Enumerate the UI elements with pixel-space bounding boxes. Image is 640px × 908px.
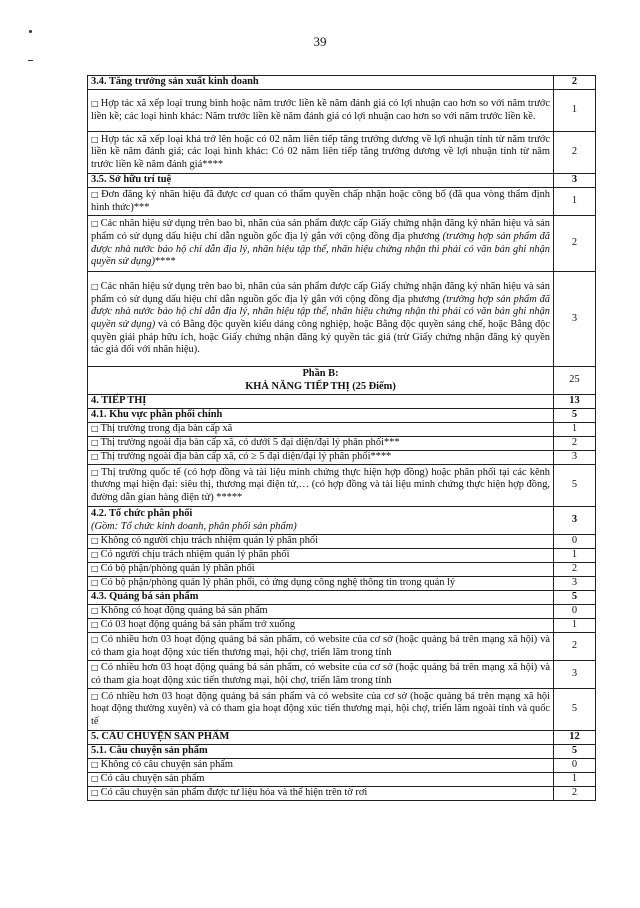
checkbox-icon: □ bbox=[91, 536, 99, 546]
section-row bbox=[88, 174, 596, 188]
section-row bbox=[88, 409, 596, 423]
criterion-row bbox=[88, 619, 596, 633]
checkbox-icon: □ bbox=[91, 662, 99, 672]
score-cell: 1 bbox=[554, 773, 596, 787]
criterion-text bbox=[88, 409, 554, 423]
criterion-text bbox=[88, 619, 554, 633]
criterion-text bbox=[88, 605, 554, 619]
score-cell: 1 bbox=[554, 619, 596, 633]
criterion-row bbox=[88, 633, 596, 661]
criterion-label: 4.2. Tổ chức phân phối bbox=[91, 507, 193, 519]
criterion-label: Có người chịu trách nhiệm quản lý phân phối bbox=[100, 549, 290, 561]
score-cell: 5 bbox=[554, 409, 596, 423]
criterion-row bbox=[88, 272, 596, 367]
score-cell: 2 bbox=[554, 787, 596, 801]
criterion-row bbox=[88, 689, 596, 731]
criterion-label: Có bộ phận/phòng quản lý phân phối bbox=[100, 563, 255, 575]
criterion-text bbox=[88, 633, 554, 661]
score-cell: 12 bbox=[554, 731, 596, 745]
criterion-label: Các nhãn hiệu sử dụng trên bao bì, nhãn của sản phẩm được cấp Giấy chứng nhận đăng ký nhãn hiệu và sản phẩm có sử dụng dấu hiệu chỉ dẫn nguồn gốc địa lý gắn với cộng đồng địa phương bbox=[91, 281, 550, 305]
criterion-label: Thị trường ngoài địa bàn cấp xã, có dưới 5 đại diện/đại lý phân phối*** bbox=[100, 437, 400, 449]
score-cell: 0 bbox=[554, 759, 596, 773]
criterion-text bbox=[88, 787, 554, 801]
score-cell: 5 bbox=[554, 591, 596, 605]
criterion-text bbox=[88, 367, 554, 395]
criterion-row bbox=[88, 188, 596, 216]
score-cell: 5 bbox=[554, 465, 596, 507]
checkbox-icon: □ bbox=[91, 760, 99, 770]
criterion-row bbox=[88, 577, 596, 591]
score-cell: 0 bbox=[554, 605, 596, 619]
score-cell: 1 bbox=[554, 549, 596, 563]
score-cell: 1 bbox=[554, 188, 596, 216]
checkbox-icon: □ bbox=[91, 550, 99, 560]
criterion-label: Hợp tác xã xếp loại khá trở lên hoặc có 02 năm liên tiếp tăng trưởng dương về lợi nhuận tính từ năm trước liền kề năm đánh giá; các loại hình khác: Có 02 năm liên tiếp tăng trưởng dương về lợi nhuận tính từ năm trước liền kề năm đánh giá**** bbox=[91, 133, 551, 170]
criterion-text bbox=[88, 451, 554, 465]
section-row bbox=[88, 591, 596, 605]
checkbox-icon: □ bbox=[91, 98, 99, 108]
criterion-text bbox=[88, 549, 554, 563]
criterion-row bbox=[88, 563, 596, 577]
criterion-label: Thị trường quốc tế (có hợp đồng và tài liệu minh chứng thực hiện hợp đồng) hoặc phân phối tại các kênh thương mại hiện đại: siêu thị, thương mại điện tử,… (có hợp đồng và tài liệu minh chứng thực hiện hợp đồng, đường dẫn gian hàng điện tử) ***** bbox=[91, 466, 551, 503]
criterion-label: Có bộ phận/phòng quản lý phân phối, có ứng dụng công nghệ thông tin trong quản lý bbox=[100, 577, 456, 589]
criterion-text bbox=[88, 437, 554, 451]
checkbox-icon: □ bbox=[91, 606, 99, 616]
criterion-text bbox=[88, 423, 554, 437]
criterion-label: 5. CÂU CHUYỆN SẢN PHẨM bbox=[91, 731, 230, 743]
checkbox-icon: □ bbox=[91, 634, 99, 644]
criterion-row bbox=[88, 549, 596, 563]
criterion-row bbox=[88, 605, 596, 619]
criterion-label: Không có hoạt động quảng bá sản phẩm bbox=[100, 605, 268, 617]
criterion-row bbox=[88, 216, 596, 272]
criterion-label: Có nhiều hơn 03 hoạt động quảng bá sản phẩm, có website của cơ sở (hoặc quảng bá trên mạng xã hội) và có tham gia hoạt động xúc tiến thương mại, hội chợ, triển lãm trong tỉnh bbox=[91, 661, 550, 686]
criterion-text bbox=[88, 507, 554, 535]
criterion-row bbox=[88, 132, 596, 174]
criterion-row bbox=[88, 423, 596, 437]
checkbox-icon: □ bbox=[91, 452, 99, 462]
criterion-text bbox=[88, 773, 554, 787]
criterion-label: Các nhãn hiệu sử dụng trên bao bì, nhãn của sản phẩm được cấp Giấy chứng nhận đăng ký nhãn hiệu và sản phẩm có sử dụng dấu hiệu chỉ dẫn nguồn gốc địa lý gắn với cộng đồng địa phương bbox=[91, 218, 550, 242]
criterion-text bbox=[88, 90, 554, 132]
criterion-text bbox=[88, 535, 554, 549]
score-cell: 2 bbox=[554, 563, 596, 577]
criterion-note: (trường hợp sản phẩm đã được nhà nước bảo hộ chỉ dẫn địa lý, nhãn hiệu tập thể, nhãn hiệu chứng nhận thì phải có văn bản ghi nhận quyền sử dụng) bbox=[91, 230, 550, 268]
checkbox-icon: □ bbox=[91, 774, 99, 784]
checkbox-icon: □ bbox=[91, 282, 99, 292]
criterion-row bbox=[88, 465, 596, 507]
criterion-text bbox=[88, 132, 554, 174]
criterion-row bbox=[88, 759, 596, 773]
criterion-text bbox=[88, 745, 554, 759]
criterion-label: Có câu chuyện sản phẩm được tư liệu hóa và thể hiện trên tờ rơi bbox=[100, 787, 368, 799]
score-cell: 3 bbox=[554, 661, 596, 689]
criterion-row bbox=[88, 787, 596, 801]
criterion-row bbox=[88, 90, 596, 132]
criterion-text bbox=[88, 174, 554, 188]
criterion-label: Có 03 hoạt động quảng bá sản phẩm trở xuống bbox=[100, 619, 296, 631]
checkbox-icon: □ bbox=[91, 620, 99, 630]
page-number: 39 bbox=[313, 34, 327, 49]
checkbox-icon: □ bbox=[91, 788, 99, 798]
scan-mark-dash bbox=[28, 60, 33, 61]
criterion-label: Đơn đăng ký nhãn hiệu đã được cơ quan có thẩm quyền chấp nhận hoặc công bố (đã qua vòng thẩm định hình thức)*** bbox=[91, 188, 550, 213]
section-row bbox=[88, 507, 596, 535]
checkbox-icon: □ bbox=[91, 691, 100, 701]
score-cell: 3 bbox=[554, 272, 596, 367]
score-cell: 2 bbox=[554, 76, 596, 90]
criterion-suffix: **** bbox=[154, 256, 176, 268]
part-title: KHẢ NĂNG TIẾP THỊ (25 Điểm) bbox=[245, 380, 396, 392]
scoring-table bbox=[87, 75, 596, 801]
score-cell: 1 bbox=[554, 90, 596, 132]
checkbox-icon: □ bbox=[91, 219, 99, 229]
criterion-text bbox=[88, 563, 554, 577]
score-cell: 2 bbox=[554, 132, 596, 174]
score-cell: 13 bbox=[554, 395, 596, 409]
criterion-row bbox=[88, 535, 596, 549]
checkbox-icon: □ bbox=[91, 564, 99, 574]
criterion-row bbox=[88, 451, 596, 465]
score-cell: 2 bbox=[554, 633, 596, 661]
score-cell: 2 bbox=[554, 216, 596, 272]
criterion-text bbox=[88, 591, 554, 605]
criterion-row bbox=[88, 773, 596, 787]
criterion-label: 3.5. Sở hữu trí tuệ bbox=[91, 174, 172, 186]
score-cell: 25 bbox=[554, 367, 596, 395]
criterion-text bbox=[88, 577, 554, 591]
criterion-label: 5.1. Câu chuyện sản phẩm bbox=[91, 745, 208, 757]
score-cell: 3 bbox=[554, 577, 596, 591]
criterion-text bbox=[88, 731, 554, 745]
criterion-row bbox=[88, 437, 596, 451]
criterion-text bbox=[88, 76, 554, 90]
criterion-label: Có câu chuyện sản phẩm bbox=[100, 773, 205, 785]
checkbox-icon: □ bbox=[91, 578, 99, 588]
criterion-suffix: và có Bằng độc quyền kiểu dáng công nghiệp, hoặc Bằng độc quyền sáng chế, hoặc Bằng độc quyền giải pháp hữu ích, hoặc Giấy chứng nhận đăng ký quyền tác giả (trừ Giấy chứng nhận đăng ký quyền tác giả đối với nhãn hiệu). bbox=[91, 319, 550, 356]
criterion-label: Thị trường ngoài địa bàn cấp xã, có ≥ 5 đại diện/đại lý phân phối**** bbox=[100, 451, 392, 463]
score-cell: 3 bbox=[554, 174, 596, 188]
section-row bbox=[88, 745, 596, 759]
criterion-label: Hợp tác xã xếp loại trung bình hoặc năm trước liền kề năm đánh giá có lợi nhuận cao hơn so với năm trước liền kề; các loại hình khác: Năm trước liền kề năm đánh giá có lợi nhuận cao hơn so với năm trước liền kề. bbox=[91, 97, 551, 122]
criterion-text bbox=[88, 759, 554, 773]
criterion-text bbox=[88, 216, 554, 272]
checkbox-icon: □ bbox=[91, 134, 99, 144]
criterion-text bbox=[88, 188, 554, 216]
criterion-label: 4.3. Quảng bá sản phẩm bbox=[91, 591, 199, 603]
criterion-label: Không có câu chuyện sản phẩm bbox=[100, 759, 234, 771]
checkbox-icon: □ bbox=[91, 438, 99, 448]
criterion-text bbox=[88, 272, 554, 367]
section-row bbox=[88, 731, 596, 745]
scan-mark-dot bbox=[29, 30, 32, 33]
checkbox-icon: □ bbox=[91, 189, 100, 199]
criterion-text bbox=[88, 465, 554, 507]
criterion-row bbox=[88, 661, 596, 689]
criterion-label: 4. TIẾP THỊ bbox=[91, 395, 147, 407]
score-cell: 3 bbox=[554, 507, 596, 535]
criterion-label: Phần B: bbox=[302, 367, 339, 379]
criterion-text bbox=[88, 661, 554, 689]
criterion-label: Thị trường trong địa bàn cấp xã bbox=[100, 423, 233, 435]
criterion-label: 4.1. Khu vực phân phối chính bbox=[91, 409, 223, 421]
checkbox-icon: □ bbox=[91, 424, 99, 434]
score-cell: 5 bbox=[554, 689, 596, 731]
criterion-label: Có nhiều hơn 03 hoạt động quảng bá sản phẩm, có website của cơ sở (hoặc quảng bá trên mạng xã hội) và có tham gia hoạt động xúc tiến thương mại, hội chợ, triển lãm trong tỉnh bbox=[91, 633, 550, 658]
criterion-text bbox=[88, 395, 554, 409]
score-cell: 0 bbox=[554, 535, 596, 549]
part-row bbox=[88, 367, 596, 395]
criterion-label: Có nhiều hơn 03 hoạt động quảng bá sản phẩm và có website của cơ sở (hoặc quảng bá trên mạng xã hội hoạt động thường xuyên) và có tham gia hoạt động xúc tiến thương mại, hội chợ, triển lãm ngoài tỉnh và quốc tế bbox=[91, 690, 550, 727]
score-cell: 2 bbox=[554, 437, 596, 451]
section-note: (Gồm: Tổ chức kinh doanh, phân phối sản phẩm) bbox=[91, 520, 297, 532]
checkbox-icon: □ bbox=[91, 467, 100, 477]
score-cell: 3 bbox=[554, 451, 596, 465]
section-row bbox=[88, 395, 596, 409]
criterion-label: 3.4. Tăng trưởng sản xuất kinh doanh bbox=[91, 76, 259, 88]
section-row bbox=[88, 76, 596, 90]
criterion-label: Không có người chịu trách nhiệm quản lý phân phối bbox=[100, 535, 319, 547]
score-cell: 1 bbox=[554, 423, 596, 437]
criterion-note: (trường hợp sản phẩm đã được nhà nước bảo hộ chỉ dẫn địa lý, nhãn hiệu tập thể, nhãn hiệu chứng nhận thì phải có văn bản ghi nhận quyền sử dụng) bbox=[91, 293, 550, 330]
criterion-text bbox=[88, 689, 554, 731]
score-cell: 5 bbox=[554, 745, 596, 759]
